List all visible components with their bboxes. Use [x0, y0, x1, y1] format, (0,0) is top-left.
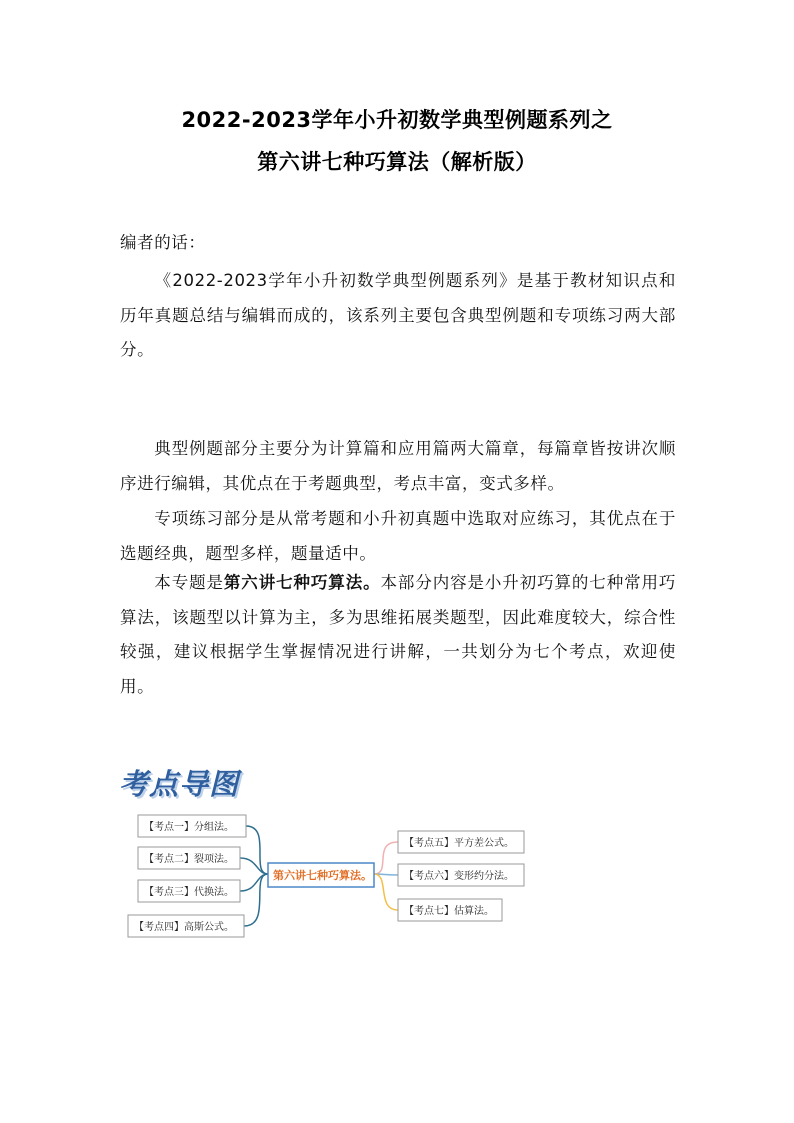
- mindmap-node-7: [398, 899, 502, 921]
- mindmap-node-6-label: 【考点六】变形约分法。: [404, 871, 514, 882]
- mindmap-node-5: [398, 831, 524, 853]
- mindmap-heading: 考点导图: [119, 767, 240, 801]
- mindmap-center-label: 第六讲七种巧算法。: [273, 869, 372, 882]
- intro-paragraph-4-prefix: 本专题是: [154, 573, 224, 592]
- document-title-line-2: 第六讲七种巧算法（解析版）: [257, 150, 537, 174]
- mindmap-node-6: [398, 864, 524, 886]
- mindmap-node-4: [128, 915, 244, 937]
- mindmap-center-node: [268, 863, 374, 887]
- mindmap-node-1-label: 【考点一】分组法。: [144, 822, 234, 833]
- mindmap-node-4-label: 【考点四】高斯公式。: [134, 922, 234, 933]
- mindmap-node-2: [138, 847, 240, 869]
- connector-left-2: [240, 858, 268, 874]
- intro-paragraph-2-text: 典型例题部分主要分为计算篇和应用篇两大篇章，每篇章皆按讲次顺序进行编辑，其优点在于考题典型，考点丰富，变式多样。: [120, 439, 676, 493]
- document-title-line-1: 2022-2023学年小升初数学典型例题系列之: [181, 108, 613, 132]
- intro-paragraph-4-rest: 本部分内容是小升初巧算的七种常用巧算法，该题型以计算为主，多为思维拓展类题型，因此难度较大，综合性较强，建议根据学生掌握情况进行讲解，一共划分为七个考点，欢迎使用。: [120, 573, 677, 696]
- connector-right-1: [374, 842, 398, 874]
- intro-paragraph-1-text: 《2022-2023学年小升初数学典型例题系列》是基于教材知识点和历年真题总结与编辑而成的，该系列主要包含典型例题和专项练习两大部分。: [120, 271, 676, 359]
- editor-note-label: 编者的话：: [120, 233, 206, 252]
- mindmap-node-2-label: 【考点二】裂项法。: [144, 854, 234, 865]
- topic-name-bold: 第六讲七种巧算法。: [223, 573, 381, 592]
- mindmap-node-3-label: 【考点三】代换法。: [144, 887, 234, 898]
- mindmap-node-3: [138, 880, 240, 902]
- connector-left-3: [240, 874, 268, 891]
- mindmap-node-7-label: 【考点七】估算法。: [404, 906, 494, 917]
- mindmap-node-5-label: 【考点五】平方差公式。: [404, 838, 514, 849]
- connector-right-3: [374, 874, 398, 910]
- intro-paragraph-3-text: 专项练习部分是从常考题和小升初真题中选取对应练习，其优点在于选题经典，题型多样，题量适中。: [120, 509, 676, 563]
- mindmap-node-1: [138, 815, 246, 837]
